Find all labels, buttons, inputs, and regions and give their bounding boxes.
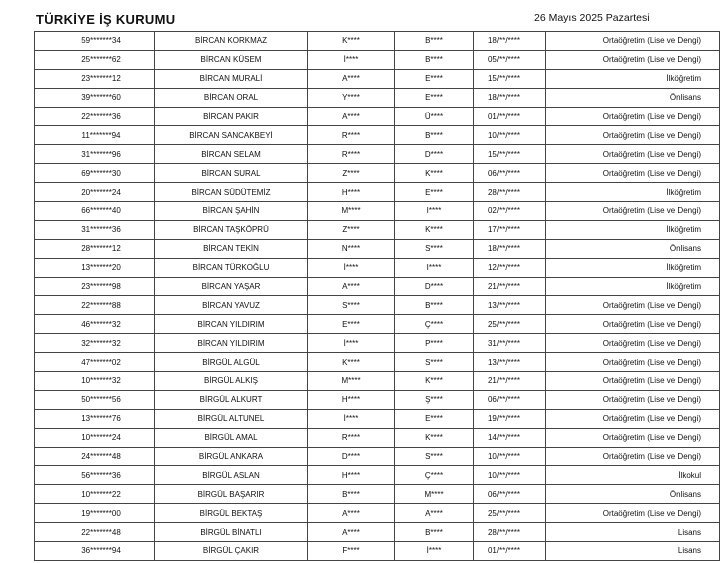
full-name-cell: BİRCAN SURAL <box>155 164 308 183</box>
mother-name-cell: B**** <box>395 523 474 542</box>
education-level-cell: İlköğretim <box>546 183 720 202</box>
birth-date-cell: 10/**/**** <box>474 126 546 145</box>
tc-number-cell: 39*******60 <box>35 88 155 107</box>
table-row <box>35 372 720 391</box>
full-name-cell: BİRCAN MURALİ <box>155 69 308 88</box>
table-row <box>35 202 720 221</box>
tc-number-cell: 23*******98 <box>35 277 155 296</box>
tc-number-cell: 13*******76 <box>35 409 155 428</box>
education-level-cell: Lisans <box>546 542 720 561</box>
tc-number-cell: 13*******20 <box>35 258 155 277</box>
mother-name-cell: B**** <box>395 126 474 145</box>
mother-name-cell: Ç**** <box>395 466 474 485</box>
tc-number-cell: 36*******94 <box>35 542 155 561</box>
tc-number-cell: 31*******96 <box>35 145 155 164</box>
full-name-cell: BİRGÜL BİNATLI <box>155 523 308 542</box>
table-row <box>35 428 720 447</box>
birth-date-cell: 31/**/**** <box>474 334 546 353</box>
table-row <box>35 315 720 334</box>
birth-date-cell: 13/**/**** <box>474 353 546 372</box>
full-name-cell: BİRGÜL BEKTAŞ <box>155 504 308 523</box>
birth-date-cell: 21/**/**** <box>474 372 546 391</box>
father-name-cell: K**** <box>308 32 395 51</box>
education-level-cell: Ortaöğretim (Lise ve Dengi) <box>546 296 720 315</box>
table-row <box>35 164 720 183</box>
education-level-cell: Ortaöğretim (Lise ve Dengi) <box>546 164 720 183</box>
full-name-cell: BİRGÜL ANKARA <box>155 447 308 466</box>
tc-number-cell: 22*******88 <box>35 296 155 315</box>
full-name-cell: BİRCAN SELAM <box>155 145 308 164</box>
table-row <box>35 390 720 409</box>
table-row <box>35 183 720 202</box>
table-row <box>35 145 720 164</box>
full-name-cell: BİRCAN ŞAHİN <box>155 202 308 221</box>
full-name-cell: BİRCAN SANCAKBEYİ <box>155 126 308 145</box>
tc-number-cell: 11*******94 <box>35 126 155 145</box>
birth-date-cell: 06/**/**** <box>474 164 546 183</box>
birth-date-cell: 18/**/**** <box>474 32 546 51</box>
mother-name-cell: E**** <box>395 183 474 202</box>
table-row <box>35 409 720 428</box>
full-name-cell: BİRCAN YILDIRIM <box>155 315 308 334</box>
tc-number-cell: 28*******12 <box>35 239 155 258</box>
full-name-cell: BİRCAN TÜRKOĞLU <box>155 258 308 277</box>
education-level-cell: Ortaöğretim (Lise ve Dengi) <box>546 428 720 447</box>
father-name-cell: D**** <box>308 447 395 466</box>
education-level-cell: Ortaöğretim (Lise ve Dengi) <box>546 504 720 523</box>
tc-number-cell: 10*******32 <box>35 372 155 391</box>
mother-name-cell: M**** <box>395 485 474 504</box>
father-name-cell: K**** <box>308 353 395 372</box>
table-row <box>35 504 720 523</box>
father-name-cell: A**** <box>308 277 395 296</box>
tc-number-cell: 22*******48 <box>35 523 155 542</box>
mother-name-cell: I**** <box>395 202 474 221</box>
full-name-cell: BİRCAN KÜSEM <box>155 50 308 69</box>
father-name-cell: İ**** <box>308 334 395 353</box>
table-row <box>35 50 720 69</box>
table-row <box>35 523 720 542</box>
table-row <box>35 334 720 353</box>
education-level-cell: Ortaöğretim (Lise ve Dengi) <box>546 409 720 428</box>
tc-number-cell: 69*******30 <box>35 164 155 183</box>
table-row <box>35 353 720 372</box>
tc-number-cell: 25*******62 <box>35 50 155 69</box>
education-level-cell: Ortaöğretim (Lise ve Dengi) <box>546 50 720 69</box>
tc-number-cell: 10*******24 <box>35 428 155 447</box>
birth-date-cell: 18/**/**** <box>474 88 546 107</box>
education-level-cell: Önlisans <box>546 485 720 504</box>
tc-number-cell: 66*******40 <box>35 202 155 221</box>
education-level-cell: Ortaöğretim (Lise ve Dengi) <box>546 32 720 51</box>
full-name-cell: BİRGÜL ALKURT <box>155 390 308 409</box>
tc-number-cell: 24*******48 <box>35 447 155 466</box>
table-row <box>35 107 720 126</box>
education-level-cell: Ortaöğretim (Lise ve Dengi) <box>546 334 720 353</box>
mother-name-cell: E**** <box>395 69 474 88</box>
birth-date-cell: 21/**/**** <box>474 277 546 296</box>
full-name-cell: BİRCAN YILDIRIM <box>155 334 308 353</box>
father-name-cell: R**** <box>308 428 395 447</box>
tc-number-cell: 47*******02 <box>35 353 155 372</box>
full-name-cell: BİRGÜL ASLAN <box>155 466 308 485</box>
mother-name-cell: Ü**** <box>395 107 474 126</box>
mother-name-cell: K**** <box>395 164 474 183</box>
mother-name-cell: D**** <box>395 145 474 164</box>
father-name-cell: A**** <box>308 523 395 542</box>
father-name-cell: B**** <box>308 485 395 504</box>
table-row <box>35 277 720 296</box>
mother-name-cell: S**** <box>395 239 474 258</box>
birth-date-cell: 19/**/**** <box>474 409 546 428</box>
father-name-cell: M**** <box>308 372 395 391</box>
tc-number-cell: 23*******12 <box>35 69 155 88</box>
mother-name-cell: Ş**** <box>395 390 474 409</box>
mother-name-cell: K**** <box>395 220 474 239</box>
mother-name-cell: P**** <box>395 334 474 353</box>
birth-date-cell: 28/**/**** <box>474 183 546 202</box>
birth-date-cell: 06/**/**** <box>474 390 546 409</box>
education-level-cell: Ortaöğretim (Lise ve Dengi) <box>546 315 720 334</box>
full-name-cell: BİRGÜL ALTUNEL <box>155 409 308 428</box>
full-name-cell: BİRGÜL ALGÜL <box>155 353 308 372</box>
education-level-cell: İlköğretim <box>546 220 720 239</box>
birth-date-cell: 12/**/**** <box>474 258 546 277</box>
table-row <box>35 220 720 239</box>
father-name-cell: M**** <box>308 202 395 221</box>
tc-number-cell: 31*******36 <box>35 220 155 239</box>
education-level-cell: Ortaöğretim (Lise ve Dengi) <box>546 372 720 391</box>
education-level-cell: Ortaöğretim (Lise ve Dengi) <box>546 145 720 164</box>
education-level-cell: Ortaöğretim (Lise ve Dengi) <box>546 202 720 221</box>
father-name-cell: İ**** <box>308 50 395 69</box>
education-level-cell: Ortaöğretim (Lise ve Dengi) <box>546 390 720 409</box>
document-header <box>36 10 720 32</box>
birth-date-cell: 06/**/**** <box>474 485 546 504</box>
mother-name-cell: D**** <box>395 277 474 296</box>
mother-name-cell: A**** <box>395 504 474 523</box>
birth-date-cell: 01/**/**** <box>474 542 546 561</box>
table-row <box>35 126 720 145</box>
father-name-cell: H**** <box>308 390 395 409</box>
full-name-cell: BİRCAN YAVUZ <box>155 296 308 315</box>
birth-date-cell: 15/**/**** <box>474 69 546 88</box>
birth-date-cell: 05/**/**** <box>474 50 546 69</box>
education-level-cell: İlkokul <box>546 466 720 485</box>
tc-number-cell: 10*******22 <box>35 485 155 504</box>
document-date: 26 Mayıs 2025 Pazartesi <box>534 12 650 24</box>
father-name-cell: Z**** <box>308 164 395 183</box>
mother-name-cell: E**** <box>395 409 474 428</box>
mother-name-cell: B**** <box>395 32 474 51</box>
full-name-cell: BİRGÜL BAŞARIR <box>155 485 308 504</box>
father-name-cell: S**** <box>308 296 395 315</box>
table-row <box>35 296 720 315</box>
birth-date-cell: 28/**/**** <box>474 523 546 542</box>
father-name-cell: A**** <box>308 69 395 88</box>
full-name-cell: BİRGÜL AMAL <box>155 428 308 447</box>
full-name-cell: BİRGÜL ÇAKIR <box>155 542 308 561</box>
tc-number-cell: 46*******32 <box>35 315 155 334</box>
father-name-cell: Y**** <box>308 88 395 107</box>
mother-name-cell: K**** <box>395 428 474 447</box>
father-name-cell: N**** <box>308 239 395 258</box>
birth-date-cell: 17/**/**** <box>474 220 546 239</box>
applicant-table <box>34 31 720 561</box>
full-name-cell: BİRCAN SÜDÜTEMİZ <box>155 183 308 202</box>
father-name-cell: A**** <box>308 107 395 126</box>
birth-date-cell: 10/**/**** <box>474 447 546 466</box>
mother-name-cell: S**** <box>395 353 474 372</box>
education-level-cell: Önlisans <box>546 88 720 107</box>
education-level-cell: Ortaöğretim (Lise ve Dengi) <box>546 353 720 372</box>
father-name-cell: Z**** <box>308 220 395 239</box>
education-level-cell: İlköğretim <box>546 258 720 277</box>
father-name-cell: H**** <box>308 466 395 485</box>
birth-date-cell: 18/**/**** <box>474 239 546 258</box>
birth-date-cell: 15/**/**** <box>474 145 546 164</box>
table-row <box>35 69 720 88</box>
education-level-cell: Ortaöğretim (Lise ve Dengi) <box>546 107 720 126</box>
education-level-cell: Ortaöğretim (Lise ve Dengi) <box>546 126 720 145</box>
table-row <box>35 466 720 485</box>
full-name-cell: BİRCAN KORKMAZ <box>155 32 308 51</box>
full-name-cell: BİRCAN ORAL <box>155 88 308 107</box>
mother-name-cell: İ**** <box>395 542 474 561</box>
education-level-cell: Ortaöğretim (Lise ve Dengi) <box>546 447 720 466</box>
mother-name-cell: S**** <box>395 447 474 466</box>
table-row <box>35 88 720 107</box>
father-name-cell: F**** <box>308 542 395 561</box>
full-name-cell: BİRCAN PAKIR <box>155 107 308 126</box>
father-name-cell: R**** <box>308 145 395 164</box>
mother-name-cell: K**** <box>395 372 474 391</box>
mother-name-cell: I**** <box>395 258 474 277</box>
birth-date-cell: 02/**/**** <box>474 202 546 221</box>
table-row <box>35 258 720 277</box>
mother-name-cell: E**** <box>395 88 474 107</box>
birth-date-cell: 13/**/**** <box>474 296 546 315</box>
birth-date-cell: 14/**/**** <box>474 428 546 447</box>
full-name-cell: BİRGÜL ALKIŞ <box>155 372 308 391</box>
tc-number-cell: 50*******56 <box>35 390 155 409</box>
table-row <box>35 485 720 504</box>
full-name-cell: BİRCAN TAŞKÖPRÜ <box>155 220 308 239</box>
birth-date-cell: 25/**/**** <box>474 315 546 334</box>
mother-name-cell: B**** <box>395 296 474 315</box>
tc-number-cell: 56*******36 <box>35 466 155 485</box>
tc-number-cell: 19*******00 <box>35 504 155 523</box>
birth-date-cell: 25/**/**** <box>474 504 546 523</box>
tc-number-cell: 20*******24 <box>35 183 155 202</box>
table-row <box>35 542 720 561</box>
education-level-cell: İlköğretim <box>546 69 720 88</box>
father-name-cell: E**** <box>308 315 395 334</box>
birth-date-cell: 01/**/**** <box>474 107 546 126</box>
table-row <box>35 239 720 258</box>
table-row <box>35 447 720 466</box>
tc-number-cell: 32*******32 <box>35 334 155 353</box>
mother-name-cell: B**** <box>395 50 474 69</box>
full-name-cell: BİRCAN YAŞAR <box>155 277 308 296</box>
father-name-cell: H**** <box>308 183 395 202</box>
father-name-cell: R**** <box>308 126 395 145</box>
education-level-cell: Lisans <box>546 523 720 542</box>
table-row <box>35 32 720 51</box>
father-name-cell: İ**** <box>308 258 395 277</box>
education-level-cell: Önlisans <box>546 239 720 258</box>
organization-title: TÜRKİYE İŞ KURUMU <box>36 12 176 27</box>
father-name-cell: İ**** <box>308 409 395 428</box>
full-name-cell: BİRCAN TEKİN <box>155 239 308 258</box>
tc-number-cell: 22*******36 <box>35 107 155 126</box>
father-name-cell: A**** <box>308 504 395 523</box>
tc-number-cell: 59*******34 <box>35 32 155 51</box>
mother-name-cell: Ç**** <box>395 315 474 334</box>
birth-date-cell: 10/**/**** <box>474 466 546 485</box>
education-level-cell: İlköğretim <box>546 277 720 296</box>
